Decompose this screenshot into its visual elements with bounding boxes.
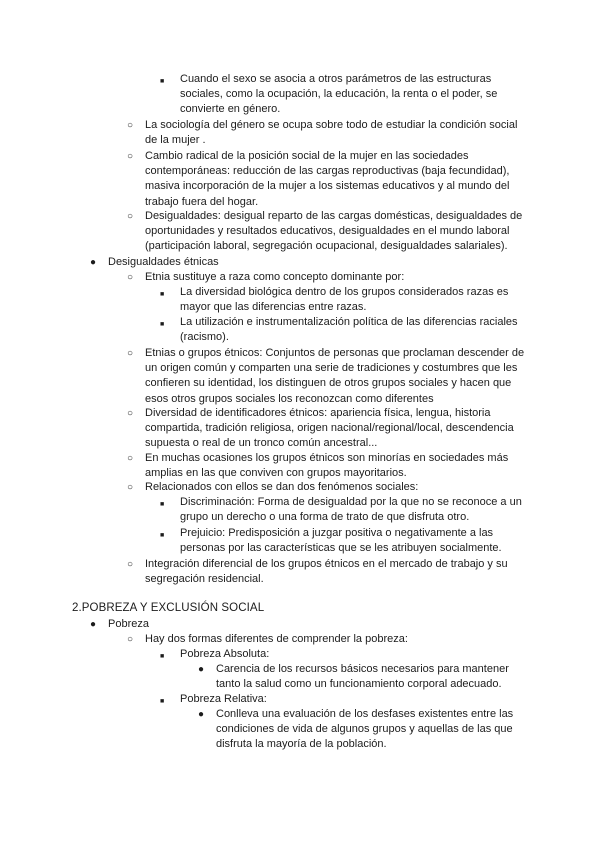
list-item <box>160 72 530 118</box>
list-item <box>90 617 510 632</box>
list-item <box>127 451 527 481</box>
square-bullet-icon: ■ <box>160 321 165 328</box>
circle-bullet-icon: ○ <box>127 408 134 419</box>
circle-bullet-icon: ○ <box>127 348 134 359</box>
circle-bullet-icon: ○ <box>127 151 134 162</box>
list-item <box>160 495 530 525</box>
list-item-text: La sociología del género se ocupa sobre todo de estudiar la condición social de la mujer . <box>145 119 518 147</box>
list-item-text: La utilización e instrumentalización política de las diferencias raciales (racismo). <box>180 316 518 344</box>
list-item-text: Pobreza Relativa: <box>180 693 267 705</box>
list-item <box>127 346 527 407</box>
list-item-text: Pobreza Absoluta: <box>180 648 270 660</box>
disc-bullet-icon: ● <box>198 709 205 720</box>
list-item <box>127 209 527 255</box>
list-item-text: Desigualdades: desigual reparto de las cargas domésticas, desigualdades de oportunidades y resultados educativos, desigualdades en el mundo laboral (participación laboral, segregación ocupacional, desigualdades salariales). <box>145 210 523 253</box>
square-bullet-icon: ■ <box>160 501 165 508</box>
disc-bullet-icon: ● <box>198 664 205 675</box>
circle-bullet-icon: ○ <box>127 559 134 570</box>
list-item <box>127 270 527 285</box>
list-item-text: Etnias o grupos étnicos: Conjuntos de personas que proclaman descender de un origen común y comparten una serie de tradiciones y costumbres que les confieren su identidad, los distinguen de otros grupos sociales y hacen que esos otros grupos sociales los reconozcan como diferentes <box>145 347 525 405</box>
square-bullet-icon: ■ <box>160 291 165 298</box>
list-item <box>198 707 528 753</box>
list-item-text: Discriminación: Forma de desigualdad por la que no se reconoce a un grupo un derecho o una forma de trato de que disfruta otro. <box>180 496 522 524</box>
list-item-text: Hay dos formas diferentes de comprender la pobreza: <box>145 633 408 645</box>
list-item-text: Relacionados con ellos se dan dos fenómenos sociales: <box>145 481 419 493</box>
list-item-text: Cuando el sexo se asocia a otros parámetros de las estructuras sociales, como la ocupación, la educación, la renta o el poder, se convierte en género. <box>180 73 498 116</box>
circle-bullet-icon: ○ <box>127 120 134 131</box>
list-item-text: La diversidad biológica dentro de los grupos considerados razas es mayor que las diferencias entre razas. <box>180 286 509 314</box>
list-item <box>160 692 530 707</box>
circle-bullet-icon: ○ <box>127 453 134 464</box>
square-bullet-icon: ■ <box>160 698 165 705</box>
list-item <box>127 406 527 452</box>
list-item <box>127 632 527 647</box>
square-bullet-icon: ■ <box>160 532 165 539</box>
list-item <box>127 149 527 210</box>
list-item-text: Desigualdades étnicas <box>108 256 219 268</box>
circle-bullet-icon: ○ <box>127 211 134 222</box>
list-item-text: Carencia de los recursos básicos necesarios para mantener tanto la salud como un funcionamiento corporal adecuado. <box>216 663 509 691</box>
disc-bullet-icon: ● <box>90 257 97 268</box>
circle-bullet-icon: ○ <box>127 272 134 283</box>
list-item <box>127 480 527 495</box>
square-bullet-icon: ■ <box>160 78 165 85</box>
list-item-text: Prejuicio: Predisposición a juzgar positiva o negativamente a las personas por las características que se les atribuyen socialmente. <box>180 527 502 555</box>
circle-bullet-icon: ○ <box>127 634 134 645</box>
list-item-text: Pobreza <box>108 618 149 630</box>
list-item <box>127 118 527 148</box>
disc-bullet-icon: ● <box>90 619 97 630</box>
circle-bullet-icon: ○ <box>127 482 134 493</box>
list-item <box>90 255 510 270</box>
list-item-text: Diversidad de identificadores étnicos: apariencia física, lengua, historia compartida, tradición religiosa, origen nacional/regional/local, descendencia supuesta o real de un tronco común ancestral... <box>145 407 514 450</box>
list-item-text: Cambio radical de la posición social de la mujer en las sociedades contemporáneas: reducción de las cargas reproductivas (baja fecundidad), masiva incorporación de la mujer a los sistemas educativos y al mundo del trabajo fuera del hogar. <box>145 150 510 208</box>
list-item-text: Conlleva una evaluación de los desfases existentes entre las condiciones de vida de algunos grupos y aquellas de las que disfruta la mayoría de la población. <box>216 708 514 751</box>
list-item-text: En muchas ocasiones los grupos étnicos son minorías en sociedades más amplias en las que conviven con grupos mayoritarios. <box>145 452 509 480</box>
list-item <box>198 662 528 692</box>
list-item <box>160 526 530 556</box>
list-item-text: Etnia sustituye a raza como concepto dominante por: <box>145 271 405 283</box>
section-heading: 2.POBREZA Y EXCLUSIÓN SOCIAL <box>72 602 265 614</box>
square-bullet-icon: ■ <box>160 653 165 660</box>
list-item <box>160 647 530 662</box>
list-item <box>160 315 530 345</box>
list-item-text: Integración diferencial de los grupos étnicos en el mercado de trabajo y su segregación residencial. <box>145 558 508 586</box>
list-item <box>160 285 530 315</box>
list-item <box>127 557 527 587</box>
